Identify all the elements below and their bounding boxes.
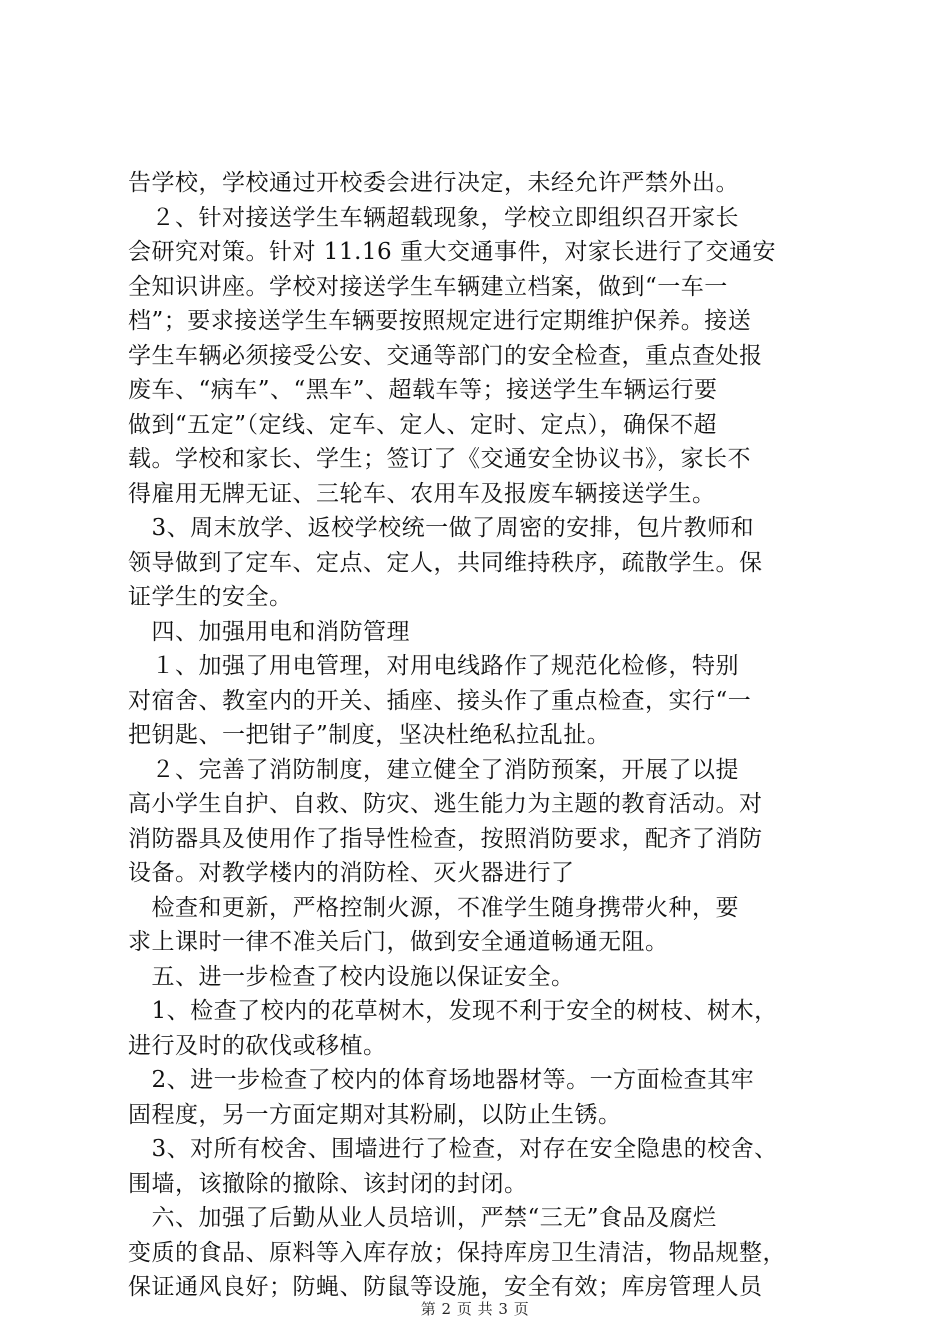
text-line: 高小学生自护、自救、防灾、逃生能力为主题的教育活动。对 bbox=[128, 791, 763, 817]
text-line: 得雇用无牌无证、三轮车、农用车及报废车辆接送学生。 bbox=[128, 480, 716, 507]
text-line: 2、进一步检查了校内的体育场地器材等。一方面检查其牢 bbox=[128, 1067, 755, 1093]
text-line: 求上课时一律不准关后门，做到安全通道畅通无阻。 bbox=[128, 929, 669, 955]
text-line: 告学校，学校通过开校委会进行决定，未经允许严禁外出。 bbox=[128, 170, 739, 196]
text-line: 消防器具及使用作了指导性检查，按照消防要求，配齐了消防 bbox=[128, 825, 763, 852]
text-line: 废车、“病车”、“黑车”、超载车等；接送学生车辆运行要 bbox=[128, 377, 718, 403]
text-line: 学生车辆必须接受公安、交通等部门的安全检查，重点查处报 bbox=[128, 342, 763, 369]
text-line: 1、检查了校内的花草树木，发现不利于安全的树枝、树木， bbox=[128, 998, 778, 1024]
text-line: 档”；要求接送学生车辆要按照规定进行定期维护保养。接送 bbox=[128, 308, 752, 334]
text-line: 全知识讲座。学校对接送学生车辆建立档案，做到“一车一 bbox=[128, 273, 728, 300]
text-line: 3、对所有校舍、围墙进行了检查，对存在安全隐患的校舍、 bbox=[128, 1136, 778, 1162]
section-heading: 五、进一步检查了校内设施以保证安全。 bbox=[128, 963, 575, 990]
document-body bbox=[128, 166, 828, 1305]
text-line: 领导做到了定车、定点、定人，共同维持秩序，疏散学生。保 bbox=[128, 549, 763, 576]
text-line: 载。学校和家长、学生；签订了《交通安全协议书》，家长不 bbox=[128, 446, 751, 472]
text-line: 进行及时的砍伐或移植。 bbox=[128, 1032, 387, 1059]
text-line: １、加强了用电管理，对用电线路作了规范化检修，特别 bbox=[128, 653, 739, 679]
text-line: 固程度，另一方面定期对其粉刷，以防止生锈。 bbox=[128, 1101, 622, 1128]
text-line: 六、加强了后勤从业人员培训，严禁“三无”食品及腐烂 bbox=[128, 1205, 717, 1231]
section-heading: 四、加强用电和消防管理 bbox=[128, 618, 410, 645]
text-line: 变质的食品、原料等入库存放；保持库房卫生清洁，物品规整， bbox=[128, 1239, 786, 1266]
text-line: ２、针对接送学生车辆超载现象，学校立即组织召开家长 bbox=[128, 204, 739, 231]
text-line: ２、完善了消防制度，建立健全了消防预案，开展了以提 bbox=[128, 756, 739, 783]
text-line: 会研究对策。针对 11.16 重大交通事件，对家长进行了交通安 bbox=[128, 239, 776, 265]
text-line: 检查和更新，严格控制火源，不准学生随身携带火种，要 bbox=[128, 894, 739, 921]
text-line: 设备。对教学楼内的消防栓、灭火器进行了 bbox=[128, 860, 575, 886]
text-line: 3、周末放学、返校学校统一做了周密的安排，包片教师和 bbox=[128, 515, 755, 541]
text-line: 围墙，该撤除的撤除、该封闭的封闭。 bbox=[128, 1170, 528, 1197]
text-line: 对宿舍、教室内的开关、插座、接头作了重点检查，实行“一 bbox=[128, 687, 752, 714]
text-line: 做到“五定”（定线、定车、定人、定时、定点），确保不超 bbox=[128, 411, 718, 438]
page-number-footer: 第 2 页 共 3 页 bbox=[420, 1300, 530, 1318]
text-line: 证学生的安全。 bbox=[128, 584, 293, 610]
text-line: 保证通风良好；防蝇、防鼠等设施，安全有效；库房管理人员 bbox=[128, 1274, 763, 1300]
text-line: 把钥匙、一把钳子”制度，坚决杜绝私拉乱扯。 bbox=[128, 722, 611, 748]
